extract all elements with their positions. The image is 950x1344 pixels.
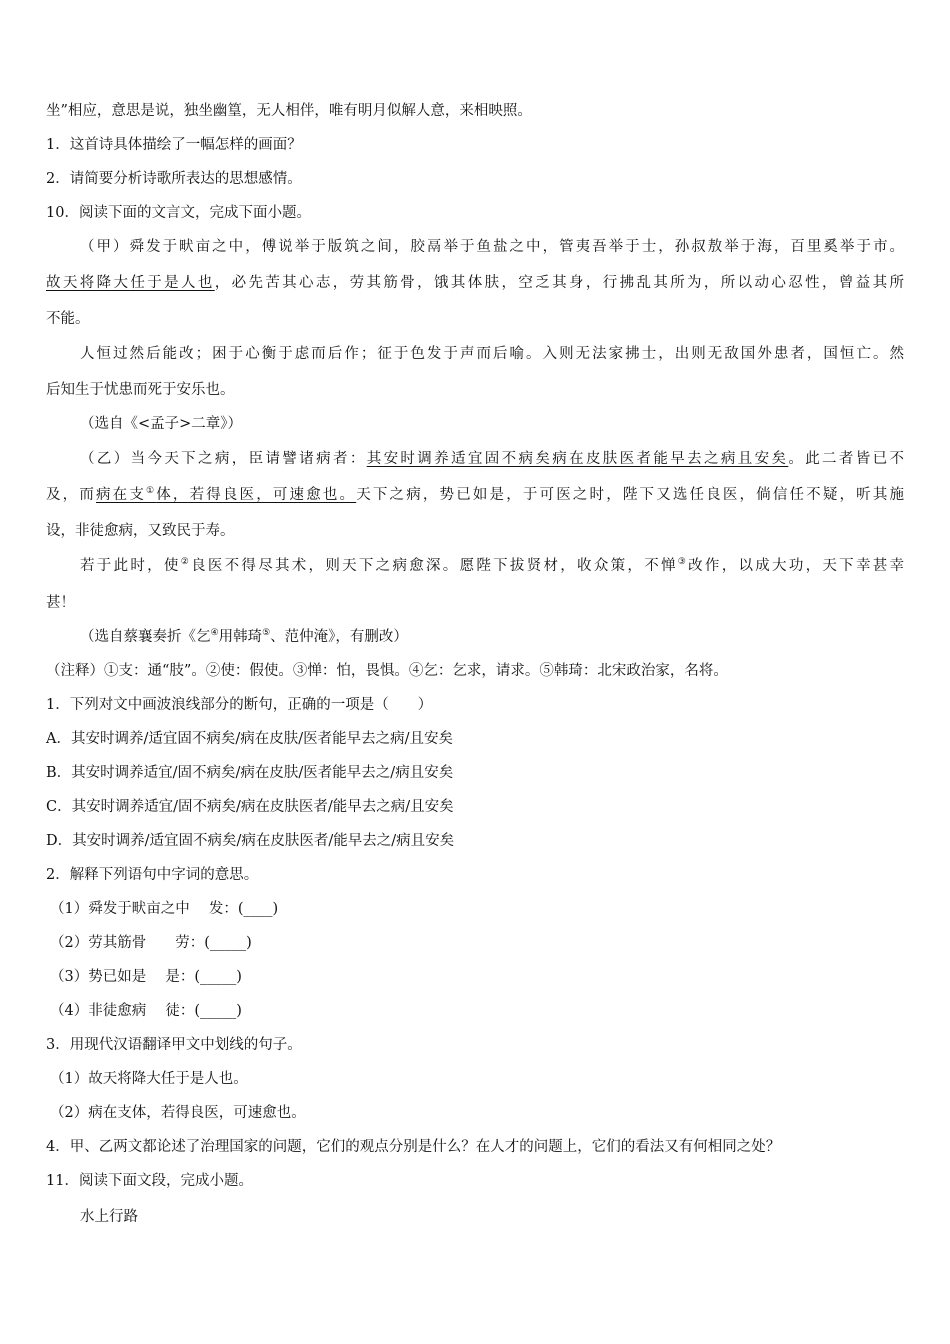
footnote-mark: ⑤ [262, 628, 271, 639]
passage-jia-line-5: 后知生于忧患而死于安乐也。 [46, 382, 235, 398]
footnote-mark: ① [146, 486, 157, 497]
passage-jia-line-1: （甲）舜发于畎亩之中，傅说举于版筑之间，胶鬲举于鱼盐之中，管夷吾举于士，孙叔敖举于海，百里奚举于市。 [80, 239, 904, 255]
source-text: 、范仲淹》，有删改） [270, 629, 408, 645]
passage-text: 及，而 [46, 487, 96, 503]
subquestion-2-item-4: （4）非徒愈病 徒：(_____) [50, 1003, 242, 1019]
passage-jia-line-4: 人恒过然后能改；困于心衡于虑而后作；征于色发于声而后喻。入则无法家拂士，出则无敌国外患者，国恒亡。然 [80, 346, 904, 362]
footnote-mark: ④ [210, 628, 219, 639]
passage-yi-line-2 [46, 486, 904, 504]
source-text: （选自蔡襄奏折《乞 [80, 629, 211, 645]
passage-yi-line-3: 设，非徒愈病，又致民于寿。 [46, 523, 235, 539]
underlined-sentence: 故天将降大任于是人也 [46, 275, 215, 291]
passage-title: 水上行路 [80, 1209, 138, 1225]
passage-text: 若于此时，使 [80, 558, 181, 574]
subquestion-3-item-1: （1）故天将降大任于是人也。 [50, 1071, 248, 1087]
passage-text: 天下之病，势已如是，于可医之时，陛下又选任良医，倘信任不疑，听其施 [356, 487, 905, 503]
subquestion-3: 3．用现代汉语翻译甲文中划线的句子。 [46, 1037, 302, 1053]
question-11-heading: 11．阅读下面文段，完成小题。 [46, 1173, 253, 1189]
subquestion-1: 1．下列对文中画波浪线部分的断句，正确的一项是（ ） [46, 697, 433, 713]
passage-text: （乙）当今天下之病，臣请譬诸病者： [80, 451, 367, 467]
option-b: B．其安时调养适宜/固不病矣/病在皮肤/医者能早去之/病且安矣 [46, 765, 454, 781]
subquestion-2: 2．解释下列语句中字词的意思。 [46, 867, 259, 883]
question-2: 2．请简要分析诗歌所表达的思想感情。 [46, 171, 302, 187]
passage-text: 良医不得尽其术，则天下之病愈深。愿陛下拔贤材，收众策，不惮 [191, 558, 678, 574]
footnote-mark: ② [180, 557, 192, 568]
footnote-mark: ③ [677, 557, 689, 568]
question-10-heading: 10．阅读下面的文言文，完成下面小题。 [46, 205, 311, 221]
subquestion-2-item-2: （2）劳其筋骨 劳：(_____) [50, 935, 252, 951]
subquestion-3-item-2: （2）病在支体，若得良医，可速愈也。 [50, 1105, 306, 1121]
passage-text: 。此二者皆已不 [788, 451, 905, 467]
underlined-part: 体，若得良医，可速愈也。 [156, 487, 357, 503]
passage-yi-line-1 [80, 450, 904, 468]
underlined-sentence [96, 487, 356, 503]
passage-jia-line-3: 不能。 [46, 311, 90, 327]
option-d: D．其安时调养/适宜固不病矣/病在皮肤医者/能早去之/病且安矣 [46, 833, 455, 849]
question-1: 1．这首诗具体描绘了一幅怎样的画面？ [46, 137, 302, 153]
passage-yi-line-5: 甚！ [46, 595, 75, 611]
passage-yi-line-4 [80, 557, 904, 575]
passage-yi-source [80, 628, 408, 646]
subquestion-2-item-1: （1）舜发于畎亩之中 发：(____) [50, 901, 279, 917]
option-a: A．其安时调养/适宜固不病矣/病在皮肤/医者能早去之病/且安矣 [46, 731, 454, 747]
passage-text: ，必先苦其心志，劳其筋骨，饿其体肤，空乏其身，行拂乱其所为，所以动心忍性，曾益其所 [214, 275, 904, 291]
subquestion-2-item-3: （3）势已如是 是：(_____) [50, 969, 242, 985]
annotations: （注释）①支：通“肢”。②使：假使。③惮：怕，畏惧。④乞：乞求，请求。⑤韩琦：北宋政治家，名将。 [46, 663, 728, 679]
wavy-underlined-text: 其安时调养适宜固不病矣病在皮肤医者能早去之病且安矣 [366, 451, 789, 467]
passage-jia-line-2 [46, 274, 904, 292]
option-c: C．其安时调养适宜/固不病矣/病在皮肤医者/能早去之病/且安矣 [46, 799, 454, 815]
passage-text: 改作，以成大功，天下幸甚幸 [688, 558, 905, 574]
source-text: 用韩琦 [218, 629, 263, 645]
passage-jia-source: （选自《<孟子>二章》） [80, 416, 243, 432]
text-line: 坐”相应，意思是说，独坐幽篁，无人相伴，唯有明月似解人意，来相映照。 [46, 103, 532, 119]
subquestion-4: 4．甲、乙两文都论述了治理国家的问题，它们的观点分别是什么？在人才的问题上，它们的看法又有何相同之处？ [46, 1139, 781, 1155]
underlined-part: 病在支 [96, 487, 146, 503]
